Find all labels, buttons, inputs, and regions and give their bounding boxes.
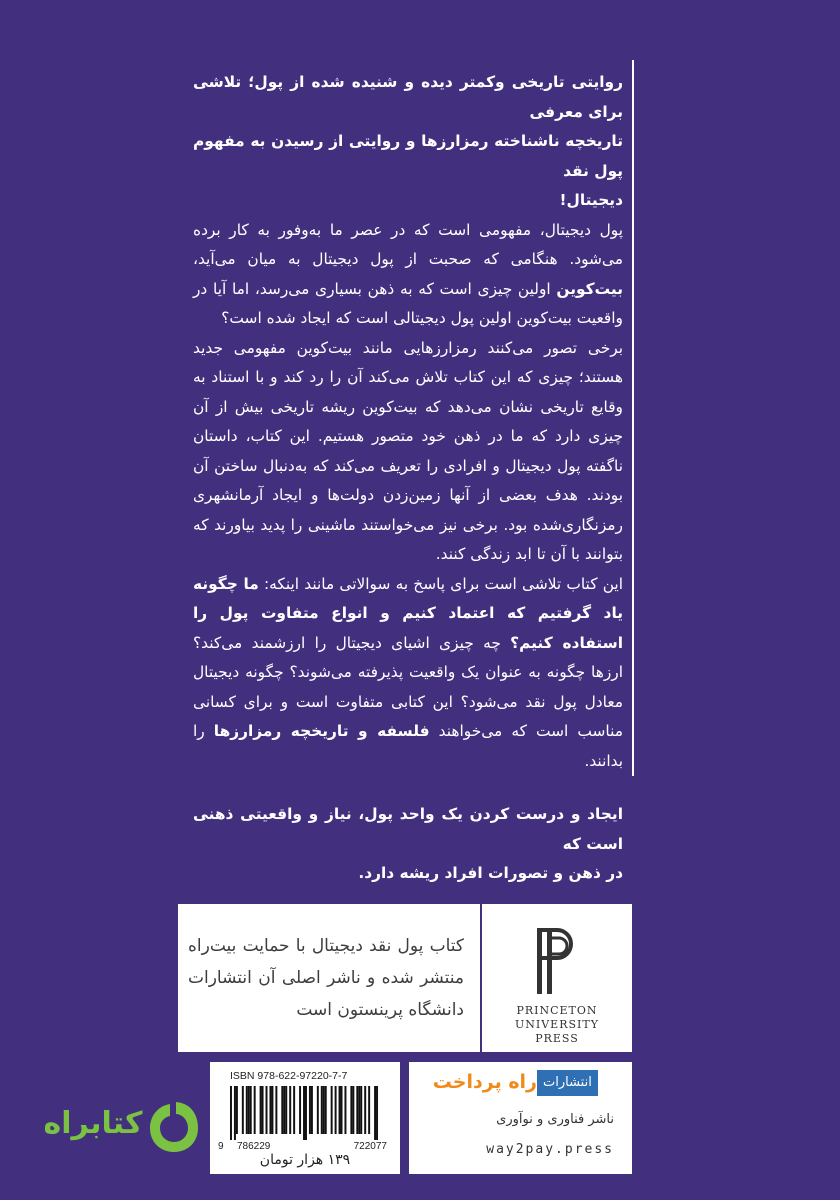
closing-line-1: ایجاد و درست کردن یک واحد پول، نیاز و واقعیتی ذهنی است که — [193, 805, 623, 853]
para3-middle: چه چیزی اشیای دیجیتال را ارزشمند می‌کند؟ ارزها چگونه به عنوان یک واقعیت پذیرفته می‌شوند؟ چگونه دیجیتال معادل پول نقد می‌شود؟ این کتابی متفاوت است و برای کسانی مناسب است که می‌خواهند — [193, 633, 623, 740]
margin-rule — [632, 60, 634, 776]
press-tagline: ناشر فناوری و نوآوری — [496, 1112, 614, 1127]
press-panel — [409, 1062, 632, 1174]
barcode-group-1: 786229 — [237, 1141, 271, 1152]
publisher-note-panel — [178, 904, 632, 1052]
press-line: PRESS — [535, 1032, 579, 1045]
intro-heading — [193, 68, 623, 216]
philosophy-emphasis: فلسفه و تاریخچه رمزارزها — [213, 722, 430, 740]
barcode-group-2: 722077 — [353, 1141, 387, 1152]
paragraph-history: برخی تصور می‌کنند رمزارزهایی مانند بیت‌کوین مفهومی جدید هستند؛ چیزی که این کتاب تلاش می‌کند آن را رد کند و با استناد به وقایع تاریخی نشان می‌دهد که بیت‌کوین ریشه تاریخی بیش از آن چیزی دارد که ما در ذهن خود متصور هستیم. این کتاب، داستان ناگفته پول دیجیتال و افرادی را تعریف می‌کند که به‌دنبال ساختن آن بودند. هدف بعضی از آنها زمین‌زدن دولت‌ها و ایجاد آرمانشهری رمزنگاری‌شده بود. برخی نیز می‌خواستند ماشینی را پدید بیاورند که بتوانند با آن تا ابد زندگی کنند. — [193, 338, 623, 563]
paragraph-questions — [193, 570, 623, 777]
intro-line-1: روایتی تاریخی وکمتر دیده و شنیده شده از پول؛ تلاشی برای معرفی — [193, 73, 623, 121]
princeton-line: PRINCETON — [516, 1004, 598, 1017]
barcode-panel — [210, 1062, 400, 1174]
ketabrah-logo — [42, 1096, 212, 1156]
back-cover-text — [193, 68, 623, 889]
intro-line-3: دیجیتال! — [559, 191, 623, 209]
ketabrah-logo-icon — [146, 1098, 202, 1154]
bitcoin-emphasis: بیت‌کوین — [556, 279, 623, 298]
princeton-press-logo — [482, 904, 632, 1052]
barcode-first-digit: 9 — [218, 1141, 224, 1152]
isbn-number: ISBN 978-622-97220-7-7 — [230, 1070, 348, 1082]
barcode-bars — [230, 1086, 380, 1140]
university-line: UNIVERSITY — [515, 1018, 599, 1031]
press-url: way2pay.press — [486, 1142, 614, 1157]
publisher-note-text: کتاب پول نقد دیجیتال با حمایت بیت‌راه منتشر شده و ناشر اصلی آن انتشارات دانشگاه پرینستون است — [188, 936, 464, 1020]
ketabrah-wordmark: کتابراه — [43, 1106, 143, 1141]
closing-statement — [193, 800, 623, 889]
para1-text-end: اولین چیزی است که به ذهن بسیاری می‌رسد، اما آیا در واقعیت بیت‌کوین اولین پول دیجیتالی است که ایجاد شده است؟ — [193, 279, 623, 327]
para3-end: را بدانند. — [193, 722, 623, 770]
princeton-press-wordmark — [482, 1004, 632, 1046]
question-emphasis: ما چگونه یاد گرفتیم که اعتماد کنیم و انواع متفاوت پول را استفاده کنیم؟ — [193, 574, 623, 652]
paragraph-bitcoin — [193, 216, 623, 334]
press-badge: انتشارات — [537, 1070, 598, 1096]
intro-line-2: تاریخچه ناشناخته رمزارزها و روایتی از رسیدن به مفهوم پول نقد — [193, 132, 623, 180]
princeton-press-logo-icon — [535, 926, 579, 996]
press-brand: راه پرداخت — [432, 1071, 537, 1093]
para1-text: پول دیجیتال، مفهومی است که در عصر ما به‌وفور به کار برده می‌شود. هنگامی که صحبت از پول دیجیتال به میان می‌آید، — [193, 220, 623, 268]
para3-text: این کتاب تلاشی است برای پاسخ به سوالاتی مانند اینکه: — [258, 574, 623, 593]
book-price: ۱۳۹ هزار تومان — [259, 1152, 351, 1168]
barcode-digits — [237, 1141, 387, 1152]
closing-line-2: در ذهن و تصورات افراد ریشه دارد. — [358, 864, 623, 882]
